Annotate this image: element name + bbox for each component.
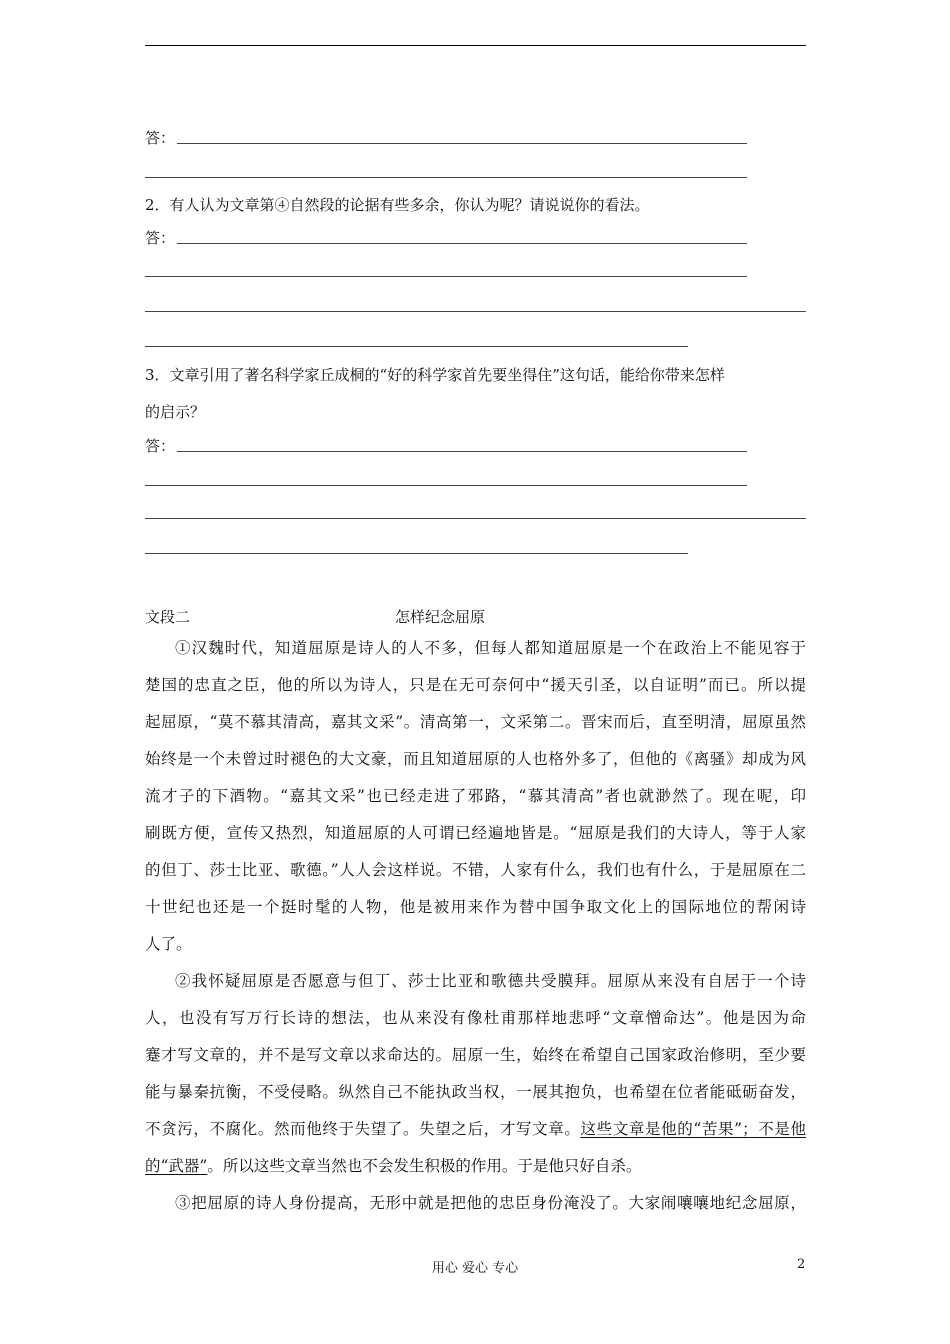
paragraph-1-line: 十世纪也还是一个挺时髦的人物，他是被用来作为替中国争取文化上的国际地位的帮闲诗 [145, 898, 806, 916]
paragraph-2-line: 人，也没有写万行长诗的想法，也从来没有像杜甫那样地悲呼“文章憎命达”。他是因为命 [145, 1009, 806, 1027]
answer-label: 答： [145, 437, 176, 455]
answer-line[interactable] [145, 346, 688, 347]
answer-line[interactable] [177, 243, 747, 244]
paragraph-2-text: 不贪污，不腐化。然而他终于失望了。失望之后，才写文章。 [145, 1120, 581, 1138]
question-3-cont: 的启示？ [145, 403, 206, 421]
answer-line[interactable] [145, 553, 688, 554]
question-3: 3．文章引用了著名科学家丘成桐的“好的科学家首先要坐得住”这句话，能给你带来怎样 [145, 366, 725, 384]
paragraph-1-line: ①汉魏时代，知道屈原是诗人的人不多，但每人都知道屈原是一个在政治上不能见容于 [175, 639, 806, 657]
page-number: 2 [797, 1257, 806, 1272]
underlined-sentence: 这些文章是他的“苦果”；不是他 [580, 1120, 806, 1138]
paragraph-1-line: 流才子的下酒物。“嘉其文采”也已经走进了邪路，“慕其清高”者也就渺然了。现在呢，印 [145, 787, 806, 805]
paragraph-1-line: 起屈原，“莫不慕其清高，嘉其文采”。清高第一，文采第二。晋宋而后，直至明清，屈原虽然 [145, 713, 806, 731]
paragraph-1-line: 始终是一个未曾过时褪色的大文豪，而且知道屈原的人也格外多了，但他的《离骚》却成为风 [145, 750, 806, 768]
paragraph-2-line [145, 1156, 806, 1176]
paragraph-3-line: ③把屈原的诗人身份提高，无形中就是把他的忠臣身份淹没了。大家闹嚷嚷地纪念屈原， [175, 1194, 806, 1212]
answer-line[interactable] [145, 485, 747, 486]
header-rule [145, 45, 806, 46]
paragraph-2-line: ②我怀疑屈原是否愿意与但丁、莎士比亚和歌德共受膜拜。屈原从来没有自居于一个诗 [175, 972, 806, 990]
question-2: 2．有人认为文章第④自然段的论据有些多余，你认为呢？请说说你的看法。 [145, 196, 650, 214]
paragraph-1-line: 刷既方便，宣传又热烈，知道屈原的人可谓已经遍地皆是。“屈原是我们的大诗人，等于人家 [145, 824, 806, 842]
paragraph-2-line [145, 1119, 806, 1139]
answer-line[interactable] [177, 143, 747, 144]
paragraph-1-line: 楚国的忠直之臣，他的所以为诗人，只是在无可奈何中“援天引圣，以自证明”而已。所以提 [145, 676, 806, 694]
answer-line[interactable] [177, 451, 747, 452]
answer-label: 答： [145, 129, 176, 147]
section-label: 文段二 [145, 608, 191, 626]
underlined-sentence-cont: 的“武器” [145, 1157, 208, 1175]
answer-line[interactable] [145, 177, 747, 178]
paragraph-1-line: 人了。 [145, 935, 192, 953]
paragraph-1-line: 的但丁、莎士比亚、歌德。”人人会这样说。不错，人家有什么，我们也有什么，于是屈原在二 [145, 861, 806, 879]
answer-label: 答： [145, 229, 176, 247]
paragraph-2-line: 蹇才写文章的，并不是写文章以求命达的。屈原一生，始终在希望自己国家政治修明，至少要 [145, 1046, 806, 1064]
answer-line[interactable] [145, 276, 747, 277]
section-title: 怎样纪念屈原 [395, 608, 486, 626]
answer-line[interactable] [145, 518, 806, 519]
paragraph-2-line: 能与暴秦抗衡，不受侵略。纵然自己不能执政当权，一展其抱负，也希望在位者能砥砺奋发， [145, 1083, 806, 1101]
answer-line[interactable] [145, 311, 806, 312]
paragraph-2-text: 。所以这些文章当然也不会发生积极的作用。于是他只好自杀。 [207, 1157, 642, 1175]
footer-motto: 用心 爱心 专心 [431, 1261, 519, 1276]
